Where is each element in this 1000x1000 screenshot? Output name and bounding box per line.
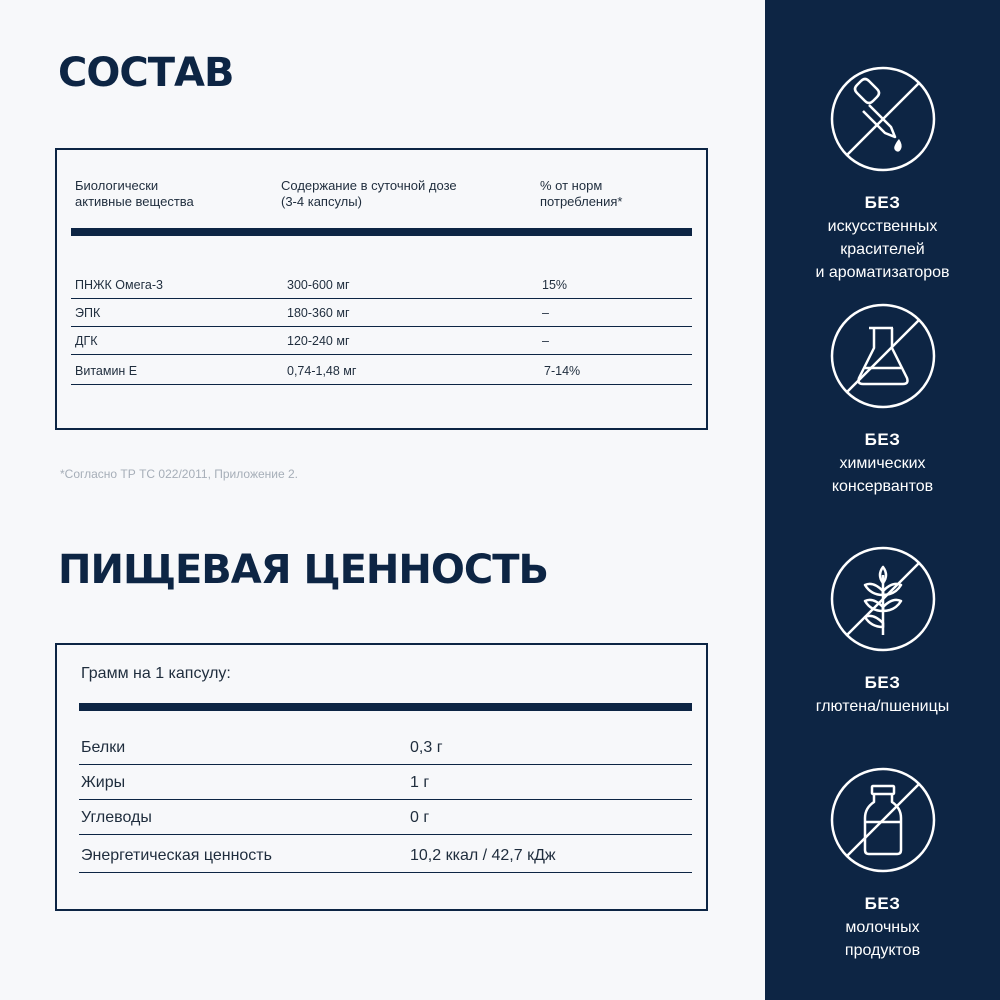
- nutrition-table: [55, 643, 708, 911]
- substance-name: ЭПК: [75, 306, 101, 320]
- nutrient-name: Белки: [81, 739, 126, 756]
- feature-no-colorants: [765, 65, 1000, 284]
- substance-name: ДГК: [75, 334, 98, 348]
- nutrient-value: 1 г: [410, 774, 430, 791]
- nutrient-value: 0 г: [410, 809, 430, 826]
- nutrient-value: 10,2 ккал / 42,7 кДж: [410, 847, 556, 864]
- table-row: [57, 357, 706, 385]
- feature-no-dairy: [765, 766, 1000, 962]
- substance-name: Витамин Е: [75, 364, 138, 378]
- feature-label: БЕЗ: [864, 673, 901, 692]
- no-flask-icon: [829, 302, 937, 410]
- feature-text: глютена/пшеницы: [815, 698, 950, 715]
- substance-percent: 7-14%: [544, 364, 581, 378]
- substance-amount: 300-600 мг: [287, 278, 350, 292]
- table-row: [57, 299, 706, 327]
- composition-table: [55, 148, 708, 430]
- table-row: [57, 801, 706, 835]
- substance-amount: 0,74-1,48 мг: [287, 364, 357, 378]
- row-divider: [71, 354, 692, 355]
- substance-percent: –: [542, 306, 549, 320]
- substance-amount: 120-240 мг: [287, 334, 350, 348]
- feature-label: БЕЗ: [864, 430, 901, 449]
- feature-text: искусственных красителей и ароматизаторов: [815, 218, 950, 281]
- row-divider: [71, 384, 692, 385]
- nutrient-value: 0,3 г: [410, 739, 443, 756]
- nutrient-name: Жиры: [81, 774, 126, 791]
- feature-no-gluten: [765, 545, 1000, 718]
- header-percent: % от норм потребления*: [540, 178, 623, 209]
- header-daily-dose: Содержание в суточной дозе (3-4 капсулы): [281, 178, 457, 209]
- row-divider: [79, 764, 692, 765]
- nutrition-subtitle: Грамм на 1 капсулу:: [81, 665, 231, 682]
- table-row: [57, 327, 706, 355]
- substance-percent: –: [542, 334, 549, 348]
- composition-title: СОСТАВ: [58, 50, 234, 96]
- header-substances: Биологически активные вещества: [75, 178, 194, 209]
- features-sidebar: [765, 0, 1000, 1000]
- feature-no-preservatives: [765, 302, 1000, 498]
- feature-label: БЕЗ: [864, 894, 901, 913]
- no-wheat-icon: [829, 545, 937, 653]
- row-divider: [79, 799, 692, 800]
- substance-amount: 180-360 мг: [287, 306, 350, 320]
- table-row: [57, 766, 706, 800]
- row-divider: [79, 834, 692, 835]
- nutrition-title: ПИЩЕВАЯ ЦЕННОСТЬ: [58, 547, 548, 593]
- row-divider: [79, 872, 692, 873]
- nutrient-name: Энергетическая ценность: [81, 847, 272, 864]
- header-divider: [79, 703, 692, 711]
- no-dropper-icon: [829, 65, 937, 173]
- table-row: [57, 731, 706, 765]
- table-row: [57, 839, 706, 873]
- substance-percent: 15%: [542, 278, 568, 292]
- feature-text: молочных продуктов: [844, 919, 921, 959]
- feature-text: химических консервантов: [831, 455, 934, 495]
- header-divider: [71, 228, 692, 236]
- feature-label: БЕЗ: [864, 193, 901, 212]
- nutrient-name: Углеводы: [81, 809, 152, 826]
- footnote: *Согласно ТР ТС 022/2011, Приложение 2.: [60, 467, 298, 481]
- table-row: [57, 271, 706, 299]
- no-milk-icon: [829, 766, 937, 874]
- substance-name: ПНЖК Омега-3: [75, 278, 163, 292]
